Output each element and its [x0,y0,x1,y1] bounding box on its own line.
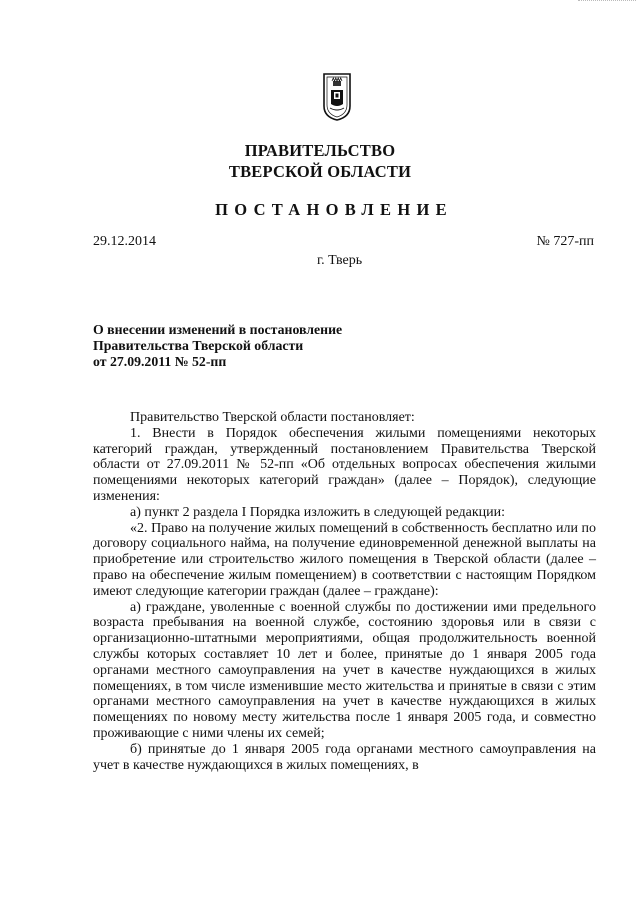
document-subject [93,322,413,370]
subject-line3: от 27.09.2011 № 52-пп [93,354,227,369]
body-paragraph-3: «2. Право на получение жилых помещений в собственность бесплатно или по договору социального найма, на получение единовременной денежной выплаты на приобретение или строительство жилого помещения в Тверской области (далее – право на обеспечение жилым помещением) в соответствии с настоящим Порядком имеют следующие категории граждан (далее – граждане): [93,520,596,599]
document-date: 29.12.2014 [93,234,156,249]
subject-line2: Правительства Тверской области [93,338,304,353]
document-number: № 727-пп [536,234,594,249]
body-paragraph-5: б) принятые до 1 января 2005 года органами местного самоуправления на учет в качестве нуждающихся в жилых помещениях, в [93,741,596,773]
government-title-line2: ТВЕРСКОЙ ОБЛАСТИ [228,162,412,181]
body-paragraph-4: а) граждане, уволенные с военной службы по достижении ими предельного возраста пребывания на военной службе, состоянию здоровья или в связи с организационно-штатными мероприятиями, общая продолжительность военной службы которых составляет 10 лет и более, принятые до 1 января 2005 года органами местного самоуправления на учет в качестве нуждающихся в жилых помещениях, в том числе изменившие место жительства и принятые в связи с этим органами местного самоуправления на учет в качестве нуждающихся в жилых помещениях по новому месту жительства после 1 января 2005 года, и совместно проживающие с ними члены их семей; [93,599,596,741]
document-body [93,410,596,773]
body-preamble: Правительство Тверской области постановляет: [130,410,415,425]
government-title-line1: ПРАВИТЕЛЬСТВО [244,141,396,160]
body-paragraph-1: 1. Внести в Порядок обеспечения жилыми помещениями некоторых категорий граждан, утвержденный постановлением Правительства Тверской области от 27.09.2011 № 52-пп «Об отдельных вопросах обеспечения жилыми помещениями некоторых категорий граждан» (далее – Порядок), следующие изменения: [93,425,596,504]
government-title [0,140,640,182]
coat-of-arms-icon [322,72,352,122]
scan-corner-mark [578,0,636,7]
document-type: ПОСТАНОВЛЕНИЕ [215,200,453,219]
body-paragraph-2: а) пункт 2 раздела I Порядка изложить в следующей редакции: [130,504,506,520]
document-city: г. Тверь [317,253,363,268]
subject-line1: О внесении изменений в постановление [93,322,343,337]
